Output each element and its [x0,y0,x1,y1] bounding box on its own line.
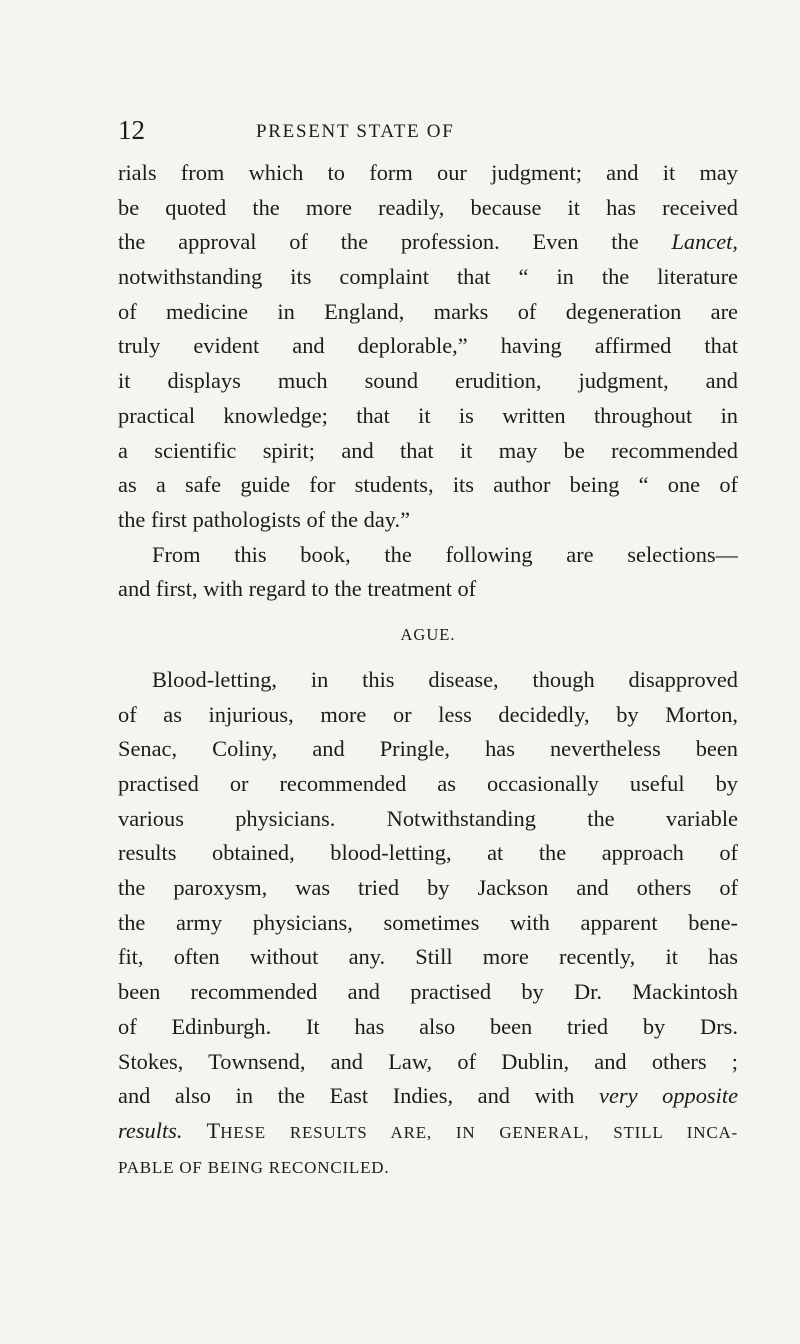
text-line: Blood-letting, in this disease, though disapproved [152,666,738,692]
text-line [118,1079,738,1114]
text-line [118,225,738,260]
running-head: PRESENT STATE OF [256,121,455,142]
text-line: a scientific spirit; and that it may be recommended [118,437,738,463]
paragraph-2 [118,538,738,607]
page-number: 12 [118,115,145,145]
text-line: the first pathologists of the day.” [118,506,411,532]
text-line: the paroxysm, was tried by Jackson and others of [118,875,738,901]
text-line: and first, with regard to the treatment of [118,576,477,602]
text-line: been recommended and practised by Dr. Mackintosh [118,979,738,1005]
text-line: From this book, the following are selections— [152,541,738,567]
text-line: it displays much sound erudition, judgment, and [118,368,738,394]
initial-capital: T [206,1117,221,1143]
text-line: various physicians. Notwithstanding the variable [118,805,738,831]
italic-emphasis: very opposite [599,1083,738,1109]
text-line [118,1114,738,1149]
text-line: Senac, Coliny, and Pringle, has nevertheless been [118,736,738,762]
text-line: practised or recommended as occasionally useful by [118,771,738,796]
page-header [118,113,738,149]
text-line: truly evident and deplorable,” having affirmed that [118,333,738,359]
section-heading: AGUE. [400,624,456,644]
text-line: results obtained, blood-letting, at the approach of [118,840,738,866]
text-line: of as injurious, more or less decidedly, by Morton, [118,701,738,727]
text-line: Stokes, Townsend, and Law, of Dublin, and others ; [118,1048,738,1074]
text-run: the approval of the profession. Even the [118,229,639,255]
paragraph-3 [118,663,738,1183]
text-line: be quoted the more readily, because it has received [118,194,738,220]
text-line: practical knowledge; that it is written throughout in [118,402,738,428]
italic-title-lancet: Lancet, [671,229,738,255]
text-line: of medicine in England, marks of degeneration are [118,298,738,324]
text-line: the army physicians, sometimes with apparent bene- [118,909,738,935]
text-line: fit, often without any. Still more recently, it has [118,944,738,970]
italic-emphasis: results. [118,1117,183,1143]
small-caps-text: HESE RESULTS ARE, IN GENERAL, STILL INCA- [220,1122,738,1142]
text-line: notwithstanding its complaint that “ in the literature [118,264,738,290]
paragraph-1 [118,156,738,538]
text-line: as a safe guide for students, its author being “ one of [118,472,738,498]
small-caps-text: PABLE OF BEING RECONCILED. [118,1157,390,1177]
text-line [118,1149,738,1184]
text-line: rials from which to form our judgment; and it may [118,160,738,185]
text-line: of Edinburgh. It has also been tried by Drs. [118,1013,738,1039]
text-run: and also in the East Indies, and with [118,1083,575,1109]
body-text [118,156,738,1183]
